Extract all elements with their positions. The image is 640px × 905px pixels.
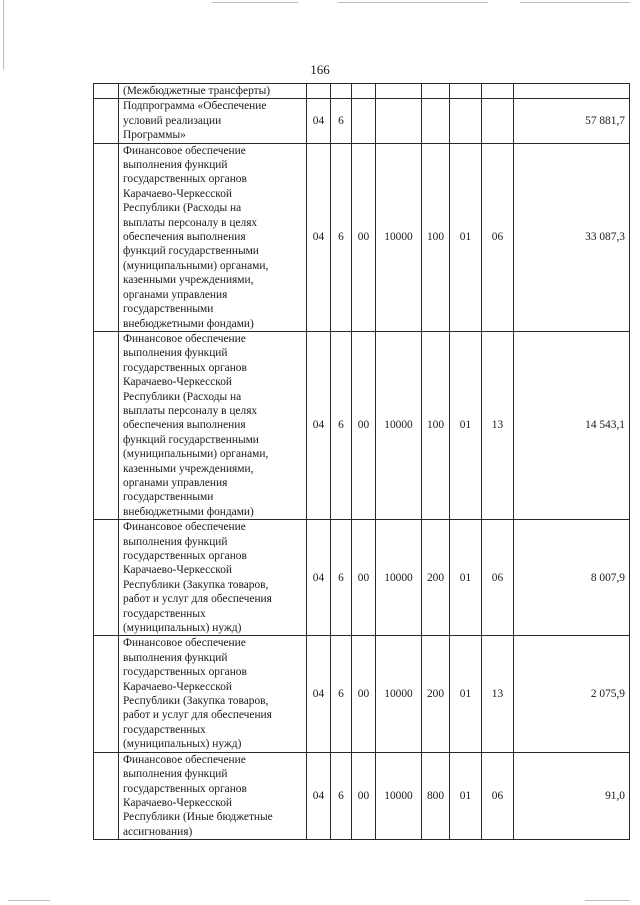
scan-artifact-top-right — [520, 2, 630, 3]
code-program: 6 — [331, 520, 352, 636]
description-line: Подпрограмма «Обеспечение — [123, 100, 267, 113]
description-line: обеспечения выполнения — [123, 419, 246, 432]
code-direction: 10000 — [376, 520, 422, 636]
description-line: государственных органов — [123, 666, 247, 679]
amount-cell: 91,0 — [514, 752, 630, 839]
description-line: выполнения функций — [123, 347, 228, 360]
row-number-cell — [94, 520, 119, 636]
table-row — [94, 143, 630, 331]
code-subprogram: 00 — [352, 636, 376, 752]
description-line: Финансовое обеспечение — [123, 332, 246, 345]
code-section: 04 — [307, 143, 331, 331]
description-line: казенными учреждениями, — [123, 274, 254, 287]
description-line: Карачаево-Черкесской — [123, 187, 233, 200]
row-number-cell — [94, 84, 119, 99]
description-line: (муниципальными) органами, — [123, 259, 269, 272]
amount-cell: 8 007,9 — [514, 520, 630, 636]
description-cell — [119, 99, 307, 143]
page-number: 166 — [310, 62, 330, 77]
code-subprogram — [352, 99, 376, 143]
code-expense-type: 100 — [422, 331, 450, 519]
amount-cell — [514, 84, 630, 99]
code-expense-type — [422, 99, 450, 143]
description-line: выплаты персоналу в целях — [123, 404, 258, 417]
code-subsection: 13 — [482, 636, 514, 752]
description-line: Карачаево-Черкесской — [123, 796, 233, 809]
code-chapter: 01 — [450, 636, 482, 752]
code-expense-type: 200 — [422, 636, 450, 752]
description-line: внебюджетными фондами) — [123, 317, 254, 330]
table-row — [94, 331, 630, 519]
row-number-cell — [94, 143, 119, 331]
row-number-cell — [94, 636, 119, 752]
description-line: органами управления — [123, 288, 228, 301]
description-line: Финансовое обеспечение — [123, 637, 246, 650]
code-direction: 10000 — [376, 143, 422, 331]
description-line: государственных органов — [123, 550, 247, 562]
scan-artifact-bottom-right — [585, 900, 630, 901]
table-body — [94, 84, 630, 840]
description-line: Республики (Расходы на — [123, 390, 242, 403]
scan-artifact-top-middle — [338, 2, 488, 3]
description-line: функций государственными — [123, 433, 259, 446]
code-section: 04 — [307, 331, 331, 519]
code-program: 6 — [331, 143, 352, 331]
row-number-cell — [94, 752, 119, 839]
description-line: Программы» — [123, 129, 186, 142]
description-line: Республики (Расходы на — [123, 202, 242, 215]
description-line: государственных органов — [123, 173, 247, 186]
description-line: государственных — [123, 723, 206, 736]
description-line: работ и услуг для обеспечения — [123, 709, 272, 722]
description-line: условий реализации — [123, 114, 222, 127]
table-row — [94, 520, 630, 636]
description-line: работ и услуг для обеспечения — [123, 593, 272, 606]
description-line: (муниципальными) органами, — [123, 448, 269, 461]
description-cell — [119, 84, 307, 99]
code-subprogram: 00 — [352, 143, 376, 331]
code-expense-type: 100 — [422, 143, 450, 331]
code-program: 6 — [331, 636, 352, 752]
description-line: внебюджетными фондами) — [123, 505, 254, 518]
row-number-cell — [94, 331, 119, 519]
description-line: государственных органов — [123, 782, 247, 795]
code-program — [331, 84, 352, 99]
code-section: 04 — [307, 99, 331, 143]
code-subsection: 06 — [482, 520, 514, 636]
code-chapter: 01 — [450, 143, 482, 331]
code-direction — [376, 84, 422, 99]
code-program: 6 — [331, 752, 352, 839]
code-expense-type: 200 — [422, 520, 450, 636]
code-subsection — [482, 84, 514, 99]
code-direction: 10000 — [376, 636, 422, 752]
description-line: органами управления — [123, 476, 228, 489]
row-number-cell — [94, 99, 119, 143]
description-line: (Межбюджетные трансферты) — [123, 85, 271, 97]
description-line: ассигнования) — [123, 825, 193, 838]
description-cell — [119, 636, 307, 752]
description-line: Республики (Иные бюджетные — [123, 811, 273, 824]
code-chapter: 01 — [450, 331, 482, 519]
amount-cell: 14 543,1 — [514, 331, 630, 519]
scan-artifact-bottom-left — [8, 900, 50, 901]
description-line: выполнения функций — [123, 159, 228, 172]
code-subprogram: 00 — [352, 520, 376, 636]
table-row — [94, 99, 630, 143]
code-section: 04 — [307, 636, 331, 752]
code-section: 04 — [307, 752, 331, 839]
description-line: выплаты персоналу в целях — [123, 216, 258, 229]
code-direction: 10000 — [376, 331, 422, 519]
scan-artifact-top-left — [212, 2, 298, 3]
code-chapter — [450, 99, 482, 143]
description-line: государственными — [123, 303, 214, 316]
code-subsection: 06 — [482, 143, 514, 331]
description-line: выполнения функций — [123, 768, 228, 781]
code-subsection — [482, 99, 514, 143]
amount-cell: 57 881,7 — [514, 99, 630, 143]
amount-cell: 2 075,9 — [514, 636, 630, 752]
description-line: государственных — [123, 607, 206, 620]
code-expense-type: 800 — [422, 752, 450, 839]
description-line: Республики (Закупка товаров, — [123, 578, 269, 591]
description-line: Финансовое обеспечение — [123, 521, 246, 534]
description-line: Карачаево-Черкесской — [123, 376, 233, 389]
code-section: 04 — [307, 520, 331, 636]
code-chapter: 01 — [450, 520, 482, 636]
code-section — [307, 84, 331, 99]
description-line: Финансовое обеспечение — [123, 144, 246, 157]
code-subsection: 06 — [482, 752, 514, 839]
description-line: функций государственными — [123, 245, 259, 258]
code-program: 6 — [331, 331, 352, 519]
description-line: обеспечения выполнения — [123, 231, 246, 244]
amount-cell: 33 087,3 — [514, 143, 630, 331]
code-subprogram — [352, 84, 376, 99]
code-chapter: 01 — [450, 752, 482, 839]
description-cell — [119, 331, 307, 519]
code-expense-type — [422, 84, 450, 99]
description-line: выполнения функций — [123, 535, 228, 548]
code-subprogram: 00 — [352, 752, 376, 839]
code-chapter — [450, 84, 482, 99]
description-line: казенными учреждениями, — [123, 462, 254, 475]
table-row — [94, 84, 630, 99]
description-line: Карачаево-Черкесской — [123, 680, 233, 693]
description-line: Республики (Закупка товаров, — [123, 695, 269, 708]
code-subprogram: 00 — [352, 331, 376, 519]
description-line: Финансовое обеспечение — [123, 753, 246, 766]
description-line: (муниципальных) нужд) — [123, 622, 242, 635]
description-line: государственными — [123, 491, 214, 504]
description-cell — [119, 143, 307, 331]
scan-artifact-left-edge — [3, 0, 4, 70]
table-row — [94, 752, 630, 839]
table-row — [94, 636, 630, 752]
code-direction — [376, 99, 422, 143]
code-program: 6 — [331, 99, 352, 143]
code-subsection: 13 — [482, 331, 514, 519]
description-line: выполнения функций — [123, 651, 228, 664]
budget-table — [93, 83, 630, 840]
description-line: государственных органов — [123, 361, 247, 374]
description-cell — [119, 520, 307, 636]
description-cell — [119, 752, 307, 839]
code-direction: 10000 — [376, 752, 422, 839]
description-line: (муниципальных) нужд) — [123, 738, 242, 751]
description-line: Карачаево-Черкесской — [123, 564, 233, 577]
